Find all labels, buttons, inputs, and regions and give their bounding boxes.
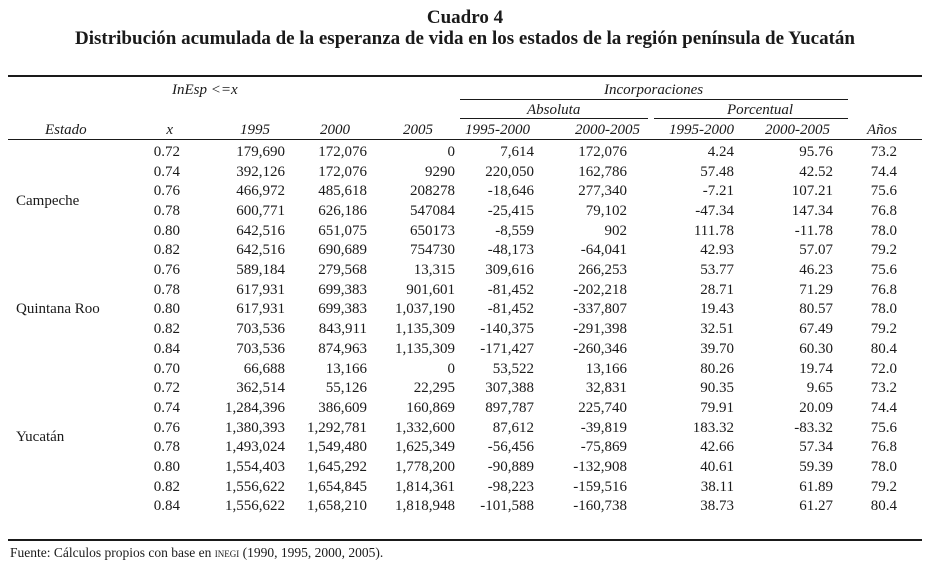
table-cell: 66,688 (243, 360, 285, 377)
table-cell: 589,184 (236, 262, 285, 279)
table-cell: 32.51 (700, 321, 734, 338)
table-cell: -90,889 (487, 458, 534, 475)
table-subtitle: Distribución acumulada de la esperanza de vida en los estados de la región península de Yucatán (75, 28, 855, 49)
table-cell: 9.65 (806, 380, 833, 397)
table-cell: 57.48 (700, 163, 734, 180)
table-cell: 617,931 (236, 301, 285, 318)
top-rule (8, 75, 922, 77)
table-cell: -64,041 (580, 242, 627, 259)
bottom-rule (8, 539, 922, 541)
table-cell: 75.6 (870, 419, 897, 436)
table-cell: 0.70 (153, 360, 180, 377)
table-cell: 1,037,190 (395, 301, 455, 318)
table-cell: 1,654,845 (307, 478, 367, 495)
table-cell: 699,383 (318, 281, 367, 298)
table-cell: 1,284,396 (225, 399, 285, 416)
table-cell: 183.32 (692, 419, 734, 436)
table-cell: 0.82 (153, 478, 180, 495)
table-cell: 901,601 (406, 281, 455, 298)
table-cell: 874,963 (318, 340, 367, 357)
table-cell: -48,173 (487, 242, 534, 259)
table-cell: 0.82 (153, 321, 180, 338)
table-cell: 53,522 (492, 360, 534, 377)
table-cell: 703,536 (236, 340, 285, 357)
table-cell: 46.23 (799, 262, 833, 279)
table-cell: 72.0 (870, 360, 897, 377)
header-estado: Estado (45, 122, 87, 138)
table-cell: 80.4 (870, 340, 897, 357)
table-cell: 32,831 (585, 380, 627, 397)
table-cell: 902 (604, 222, 627, 239)
table-cell: 1,554,403 (225, 458, 285, 475)
table-cell: 4.24 (707, 144, 734, 160)
table-cell: 220,050 (485, 163, 534, 180)
table-cell: 75.6 (870, 262, 897, 279)
table-cell: 1,549,480 (307, 439, 367, 456)
header-inesp: InEsp <=x (172, 82, 238, 98)
table-cell: 754730 (410, 242, 455, 259)
table-cell: 0.76 (153, 262, 180, 279)
table-cell: 28.71 (700, 281, 734, 298)
table-cell: 9290 (425, 163, 455, 180)
table-cell: 78.0 (870, 458, 897, 475)
table-cell: 73.2 (870, 380, 897, 397)
table-cell: 0.78 (153, 281, 180, 298)
table-cell: 179,690 (236, 144, 285, 160)
table-cell: 1,135,309 (395, 340, 455, 357)
source-suffix: (1990, 1995, 2000, 2005). (239, 545, 384, 560)
table-cell: 22,295 (413, 380, 455, 397)
table-cell: 642,516 (236, 242, 285, 259)
table-cell: 162,786 (578, 163, 627, 180)
table-cell: -171,427 (480, 340, 534, 357)
header-absoluta: Absoluta (527, 102, 581, 118)
header-col-8: 2000-2005 (765, 122, 830, 138)
table-cell: 42.66 (700, 439, 734, 456)
table-cell: 0 (447, 144, 455, 160)
table-cell: -202,218 (573, 281, 627, 298)
table-cell: 208278 (410, 183, 455, 200)
table-cell: 277,340 (578, 183, 627, 200)
table-cell: -47.34 (695, 203, 734, 219)
table-cell: 79.2 (870, 242, 897, 259)
table-cell: 79,102 (585, 203, 627, 219)
table-cell: -132,908 (573, 458, 627, 475)
table-cell: 57.34 (799, 439, 833, 456)
table-cell: 67.49 (799, 321, 833, 338)
table-cell: 547084 (410, 203, 455, 219)
table-cell: -337,807 (573, 301, 627, 318)
source-prefix: Fuente: Cálculos propios con base en (10, 545, 215, 560)
table-cell: 1,380,393 (225, 419, 285, 436)
incorporaciones-rule (460, 99, 848, 100)
table-cell: 266,253 (578, 262, 627, 279)
table-cell: 80.57 (799, 301, 833, 318)
table-cell: 225,740 (578, 399, 627, 416)
table-cell: 107.21 (791, 183, 833, 200)
table-cell: 1,556,622 (225, 498, 285, 515)
source-note (10, 545, 383, 561)
table-cell: 1,135,309 (395, 321, 455, 338)
table-cell: -39,819 (580, 419, 627, 436)
table-cell: 1,645,292 (307, 458, 367, 475)
estado-label: Yucatán (16, 429, 65, 446)
table-cell: 73.2 (870, 144, 897, 160)
table-cell: 147.34 (791, 203, 833, 219)
table-cell: 0.80 (153, 222, 180, 239)
table-cell: 38.11 (700, 478, 734, 495)
table-cell: 40.61 (700, 458, 734, 475)
table-cell: 79.91 (700, 399, 734, 416)
header-incorporaciones: Incorporaciones (604, 82, 704, 98)
table-cell: 19.43 (700, 301, 734, 318)
header-porcentual: Porcentual (727, 102, 794, 118)
table-cell: 642,516 (236, 222, 285, 239)
table-cell: 42.52 (799, 163, 833, 180)
table-cell: -75,869 (580, 439, 627, 456)
table-cell: 79.2 (870, 321, 897, 338)
table-cell: 13,315 (413, 262, 455, 279)
table-cell: -25,415 (487, 203, 534, 219)
table-cell: 699,383 (318, 301, 367, 318)
table-cell: 600,771 (236, 203, 285, 219)
header-col-1: x (166, 122, 173, 138)
table-cell: 0.76 (153, 419, 180, 436)
header-col-2: 1995 (240, 122, 270, 138)
table-cell: -260,346 (573, 340, 627, 357)
table-cell: -81,452 (487, 301, 534, 318)
table-cell: -18,646 (487, 183, 534, 200)
table-cell: -56,456 (487, 439, 534, 456)
table-cell: 651,075 (318, 222, 367, 239)
table-cell: 0 (447, 360, 455, 377)
table-cell: -11.78 (794, 222, 833, 239)
table-cell: -7.21 (702, 183, 734, 200)
table-cell: 74.4 (870, 163, 897, 180)
table-cell: 39.70 (700, 340, 734, 357)
table-cell: 55,126 (325, 380, 367, 397)
table-cell: 392,126 (236, 163, 285, 180)
table-cell: 0.74 (153, 163, 180, 180)
header-bottom-rule (8, 139, 922, 140)
estado-label: Campeche (16, 193, 80, 210)
table-cell: 0.82 (153, 242, 180, 259)
table-cell: 279,568 (318, 262, 367, 279)
table-cell: -81,452 (487, 281, 534, 298)
table-cell: -101,588 (480, 498, 534, 515)
table-cell: 1,292,781 (307, 419, 367, 436)
header-col-4: 2005 (403, 122, 433, 138)
table-cell: 0.76 (153, 183, 180, 200)
table-cell: 386,609 (318, 399, 367, 416)
table-cell: 172,076 (578, 144, 627, 160)
table-title: Cuadro 4 (426, 7, 504, 28)
table-cell: 80.4 (870, 498, 897, 515)
table-cell: 897,787 (485, 399, 534, 416)
table-cell: 13,166 (585, 360, 627, 377)
table-cell: 0.72 (153, 144, 180, 160)
table-cell: 172,076 (318, 163, 367, 180)
table-cell: 0.78 (153, 203, 180, 219)
table-cell: 617,931 (236, 281, 285, 298)
table-cell: 0.84 (153, 498, 180, 515)
table-cell: 76.8 (870, 281, 897, 298)
table-cell: 1,625,349 (395, 439, 455, 456)
table-cell: 57.07 (799, 242, 833, 259)
table-cell: 1,814,361 (395, 478, 455, 495)
header-col-6: 2000-2005 (575, 122, 640, 138)
table-cell: 172,076 (318, 144, 367, 160)
table-cell: -8,559 (495, 222, 534, 239)
table-cell: 53.77 (700, 262, 734, 279)
source-agency: inegi (214, 545, 240, 560)
table-cell: 19.74 (799, 360, 833, 377)
estado-label: Quintana Roo (16, 301, 100, 318)
table-cell: 690,689 (318, 242, 367, 259)
header-col-9: Años (867, 122, 897, 138)
table-cell: 61.89 (799, 478, 833, 495)
table-cell: -160,738 (573, 498, 627, 515)
table-cell: 13,166 (325, 360, 367, 377)
table-cell: 1,556,622 (225, 478, 285, 495)
table-cell: 1,778,200 (395, 458, 455, 475)
table-cell: 843,911 (318, 321, 367, 338)
table-cell: 74.4 (870, 399, 897, 416)
table-cell: 160,869 (406, 399, 455, 416)
table-cell: 87,612 (492, 419, 534, 436)
table-cell: 1,818,948 (395, 498, 455, 515)
table-cell: -83.32 (794, 419, 833, 436)
table-cell: 703,536 (236, 321, 285, 338)
table-cell: 362,514 (236, 380, 285, 397)
table-cell: 61.27 (799, 498, 833, 515)
table-cell: 59.39 (799, 458, 833, 475)
table-cell: 78.0 (870, 222, 897, 239)
table-cell: 626,186 (318, 203, 367, 219)
table-cell: 307,388 (485, 380, 534, 397)
table-cell: 0.80 (153, 301, 180, 318)
table-cell: 1,493,024 (225, 439, 285, 456)
table-cell: -140,375 (480, 321, 534, 338)
table-cell: 90.35 (700, 380, 734, 397)
table-cell: 95.76 (799, 144, 833, 160)
table-cell: 0.74 (153, 399, 180, 416)
table-cell: 80.26 (700, 360, 734, 377)
table-cell: 0.84 (153, 340, 180, 357)
table-cell: 466,972 (236, 183, 285, 200)
table-cell: 78.0 (870, 301, 897, 318)
header-col-7: 1995-2000 (669, 122, 734, 138)
table-cell: 79.2 (870, 478, 897, 495)
table-cell: 75.6 (870, 183, 897, 200)
table-cell: 76.8 (870, 439, 897, 456)
table-cell: 485,618 (318, 183, 367, 200)
table-cell: -98,223 (487, 478, 534, 495)
table-cell: -159,516 (573, 478, 627, 495)
table-cell: 309,616 (485, 262, 534, 279)
table-cell: 0.72 (153, 380, 180, 397)
table-cell: 38.73 (700, 498, 734, 515)
table-cell: 20.09 (799, 399, 833, 416)
table-cell: 1,332,600 (395, 419, 455, 436)
table-cell: 0.78 (153, 439, 180, 456)
header-col-3: 2000 (320, 122, 350, 138)
table-cell: 7,614 (500, 144, 534, 160)
header-col-5: 1995-2000 (465, 122, 530, 138)
table-cell: 0.80 (153, 458, 180, 475)
table-cell: 42.93 (700, 242, 734, 259)
table-cell: 1,658,210 (307, 498, 367, 515)
table-cell: 76.8 (870, 203, 897, 219)
table-cell: 71.29 (799, 281, 833, 298)
table-cell: -291,398 (573, 321, 627, 338)
table-cell: 111.78 (693, 222, 734, 239)
table-cell: 60.30 (799, 340, 833, 357)
table-cell: 650173 (410, 222, 455, 239)
